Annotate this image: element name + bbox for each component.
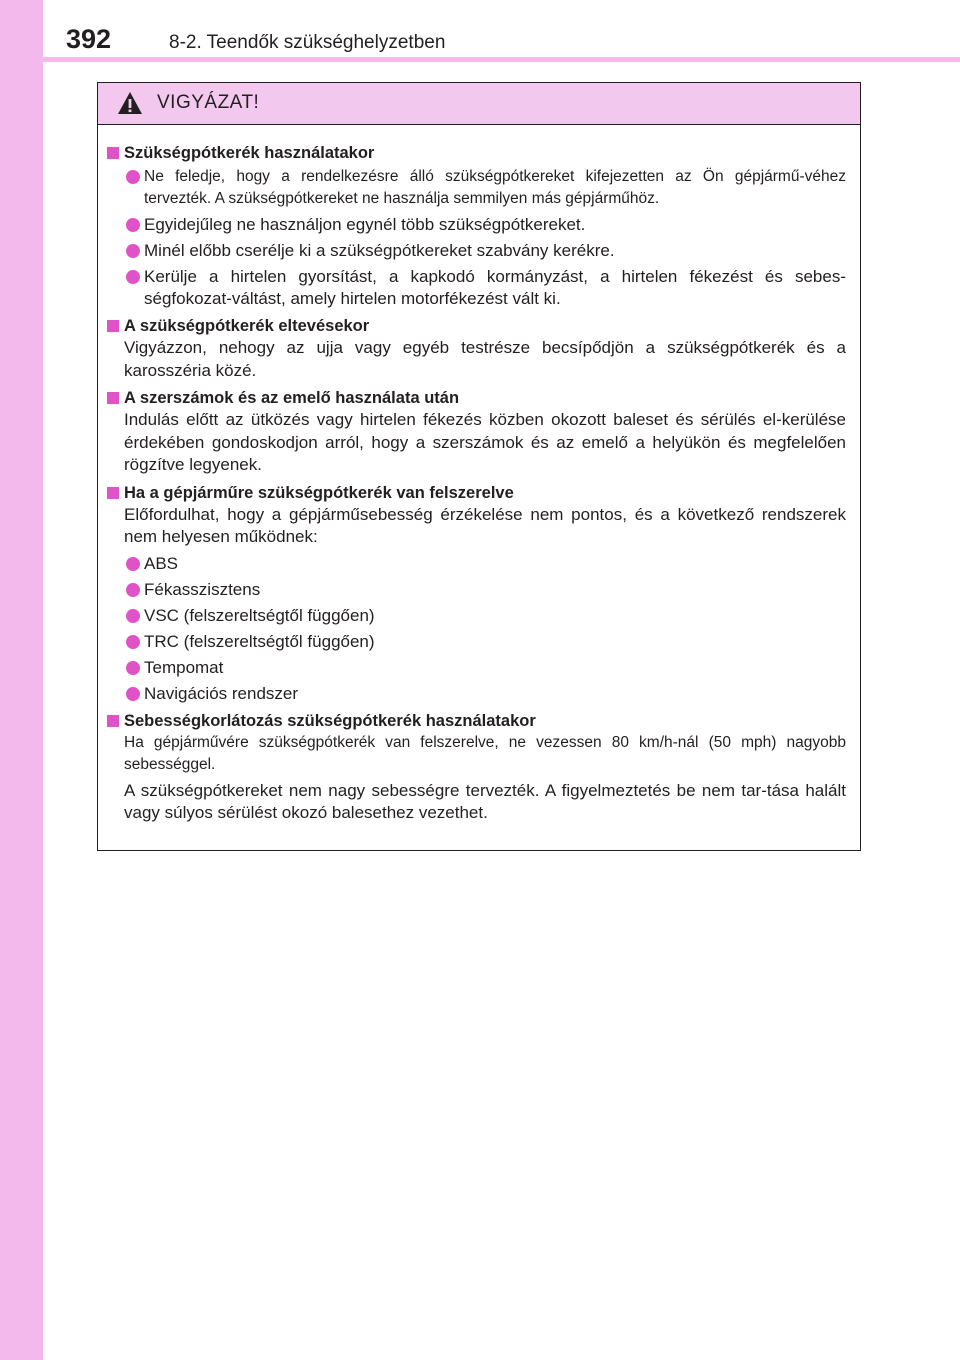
section-title: 8-2. Teendők szükséghelyzetben [169,32,446,53]
list-item: VSC (felszereltségtől függően) [104,605,846,627]
round-bullet-icon [126,270,140,284]
list-item: Minél előbb cserélje ki a szükségpótkereket szabvány kerékre. [104,240,846,262]
round-bullet-icon [126,170,140,184]
list-item: ABS [104,553,846,575]
section-text: A szükségpótkereket nem nagy sebességre tervezték. A figyelmeztetés be nem tar-tása halált vagy súlyos sérülést okozó balesethez vezethet. [124,780,846,822]
warning-header [98,83,860,125]
list-item: Kerülje a hirtelen gyorsítást, a kapkodó kormányzást, a hirtelen fékezést és sebes-ségfokozat-váltást, amely hirtelen motorfékezést vált ki. [104,266,846,310]
warning-title: VIGYÁZAT! [157,92,260,113]
square-bullet-icon [107,320,119,332]
round-bullet-icon [126,244,140,258]
header-rule [43,57,960,62]
list-item: Egyidejűleg ne használjon egynél több szükségpótkereket. [104,214,846,236]
section-heading: A szükségpótkerék eltevésekor [104,315,846,337]
round-bullet-icon [126,557,140,571]
square-bullet-icon [107,715,119,727]
warning-triangle-icon [117,91,143,115]
page-number: 392 [66,24,112,54]
warning-box [97,82,861,851]
warning-body [98,141,860,825]
section-heading: A szerszámok és az emelő használata után [104,387,846,409]
square-bullet-icon [107,392,119,404]
section-text: Vigyázzon, nehogy az ujja vagy egyéb testrésze becsípődjön a szükségpótkerék és a karosszéria közé. [124,338,846,380]
round-bullet-icon [126,661,140,675]
section-text: Előfordulhat, hogy a gépjárműsebesség érzékelése nem pontos, és a következő rendszerek nem helyesen működnek: [124,504,846,546]
section-text: Ha gépjárművére szükségpótkerék van felszerelve, ne vezessen 80 km/h-nál (50 mph) nagyobb sebességgel. [124,733,846,773]
round-bullet-icon [126,635,140,649]
list-item: TRC (felszereltségtől függően) [104,631,846,653]
round-bullet-icon [126,687,140,701]
list-item: Fékasszisztens [104,579,846,601]
left-margin-strip [0,0,43,1360]
section-text: Indulás előtt az ütközés vagy hirtelen fékezés közben okozott baleset és sérülés el-kerülése érdekében gondoskodjon arról, hogy a szerszámok és az emelő a helyükön és megfelelően rögzítve legyenek. [124,410,846,474]
section-heading: Ha a gépjárműre szükségpótkerék van felszerelve [104,482,846,504]
section-heading: Sebességkorlátozás szükségpótkerék használatakor [104,710,846,732]
round-bullet-icon [126,609,140,623]
list-item: Ne feledje, hogy a rendelkezésre álló szükségpótkereket kifejezetten az Ön gépjármű-véhez tervezték. A szükségpótkereket ne használja semmilyen más gépjárműhöz. [104,166,846,210]
round-bullet-icon [126,218,140,232]
list-item: Navigációs rendszer [104,683,846,705]
section-heading: Szükségpótkerék használatakor [104,142,846,164]
round-bullet-icon [126,583,140,597]
square-bullet-icon [107,487,119,499]
list-item: Tempomat [104,657,846,679]
square-bullet-icon [107,147,119,159]
